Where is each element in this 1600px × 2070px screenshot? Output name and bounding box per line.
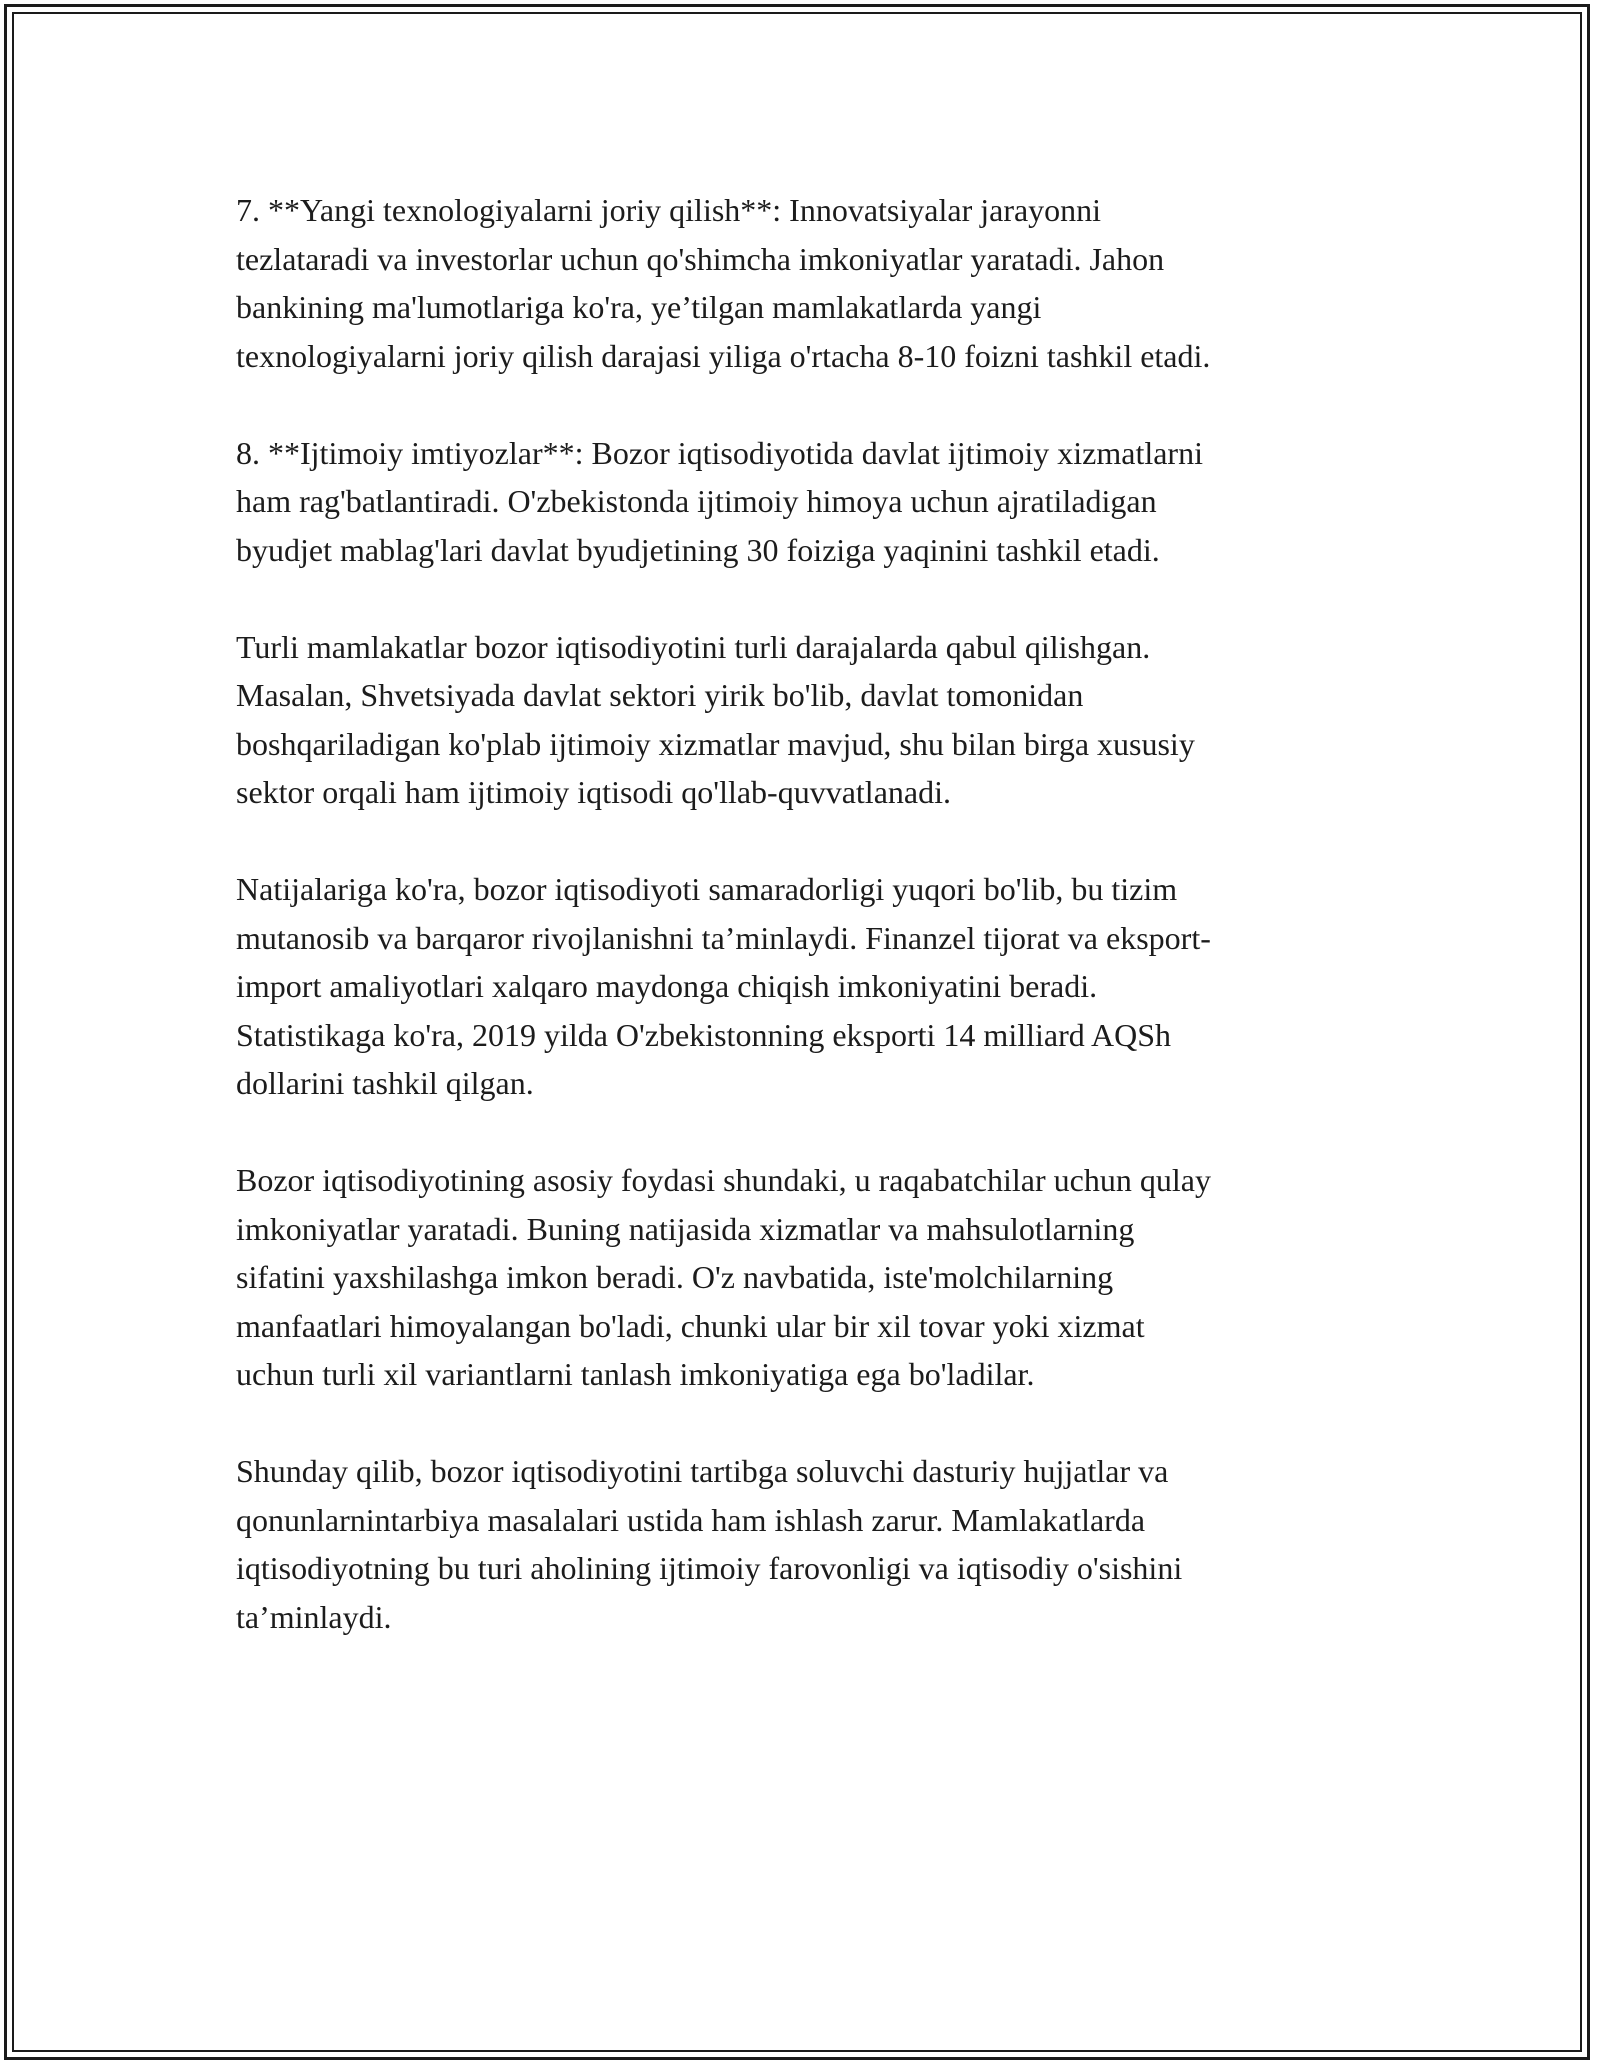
text-line: Natijalariga ko'ra, bozor iqtisodiyoti samaradorligi yuqori bo'lib, bu tizim bbox=[236, 871, 1178, 907]
paragraph-new-technologies bbox=[236, 186, 1366, 380]
text-line: manfaatlari himoyalangan bo'ladi, chunki ular bir xil tovar yoki xizmat bbox=[236, 1307, 1145, 1344]
text-line: Bozor iqtisodiyotining asosiy foydasi shundaki, u raqabatchilar uchun qulay bbox=[236, 1162, 1211, 1198]
text-line: Shunday qilib, bozor iqtisodiyotini tartibga soluvchi dasturiy hujjatlar va bbox=[236, 1453, 1169, 1489]
text-line: Masalan, Shvetsiyada davlat sektori yirik bo'lib, davlat tomonidan bbox=[236, 677, 1084, 713]
paragraph-main-benefit bbox=[236, 1156, 1366, 1399]
text-line: ta’minlaydi. bbox=[236, 1598, 392, 1635]
text-line: 8. **Ijtimoiy imtiyozlar**: Bozor iqtisodiyotida davlat ijtimoiy xizmatlarni bbox=[236, 434, 1203, 471]
text-line: sektor orqali ham ijtimoiy iqtisodi qo'llab-quvvatlanadi. bbox=[236, 774, 951, 810]
text-line: ham rag'batlantiradi. O'zbekistonda ijtimoiy himoya uchun ajratiladigan bbox=[236, 483, 1157, 519]
text-line: uchun turli xil variantlarni tanlash imkoniyatiga ega bo'ladilar. bbox=[236, 1356, 1035, 1392]
paragraph-results bbox=[236, 865, 1366, 1108]
text-line: qonunlarnintarbiya masalalari ustida ham ishlash zarur. Mamlakatlarda bbox=[236, 1501, 1146, 1538]
text-line: import amaliyotlari xalqaro maydonga chiqish imkoniyatini beradi. bbox=[236, 968, 1098, 1004]
text-line: mutanosib va barqaror rivojlanishni ta’minlaydi. Finanzel tijorat va eksport- bbox=[236, 919, 1211, 956]
text-line: boshqariladigan ko'plab ijtimoiy xizmatlar mavjud, shu bilan birga xususiy bbox=[236, 725, 1195, 762]
text-line: bankining ma'lumotlariga ko'ra, ye’tilgan mamlakatlarda yangi bbox=[236, 289, 1042, 325]
text-line: Statistikaga ko'ra, 2019 yilda O'zbekistonning eksporti 14 milliard AQSh bbox=[236, 1016, 1171, 1053]
text-line: dollarini tashkil qilgan. bbox=[236, 1065, 534, 1101]
paragraph-social-benefits bbox=[236, 429, 1366, 575]
text-line: sifatini yaxshilashga imkon beradi. O'z navbatida, iste'molchilarning bbox=[236, 1259, 1114, 1295]
text-line: tezlataradi va investorlar uchun qo'shimcha imkoniyatlar yaratadi. Jahon bbox=[236, 240, 1165, 277]
text-line: iqtisodiyotning bu turi aholining ijtimoiy farovonligi va iqtisodiy o'sishini bbox=[236, 1550, 1183, 1586]
text-line: texnologiyalarni joriy qilish darajasi yiliga o'rtacha 8-10 foizni tashkil etadi. bbox=[236, 337, 1211, 374]
text-line: 7. **Yangi texnologiyalarni joriy qilish**: Innovatsiyalar jarayonni bbox=[236, 192, 1102, 228]
document-body bbox=[236, 186, 1366, 1641]
text-line: byudjet mablag'lari davlat byudjetining 30 foiziga yaqinini tashkil etadi. bbox=[236, 531, 1160, 568]
text-line: Turli mamlakatlar bozor iqtisodiyotini turli darajalarda qabul qilishgan. bbox=[236, 628, 1151, 665]
paragraph-countries-example bbox=[236, 623, 1366, 817]
text-line: imkoniyatlar yaratadi. Buning natijasida xizmatlar va mahsulotlarning bbox=[236, 1210, 1135, 1247]
paragraph-conclusion bbox=[236, 1447, 1366, 1641]
